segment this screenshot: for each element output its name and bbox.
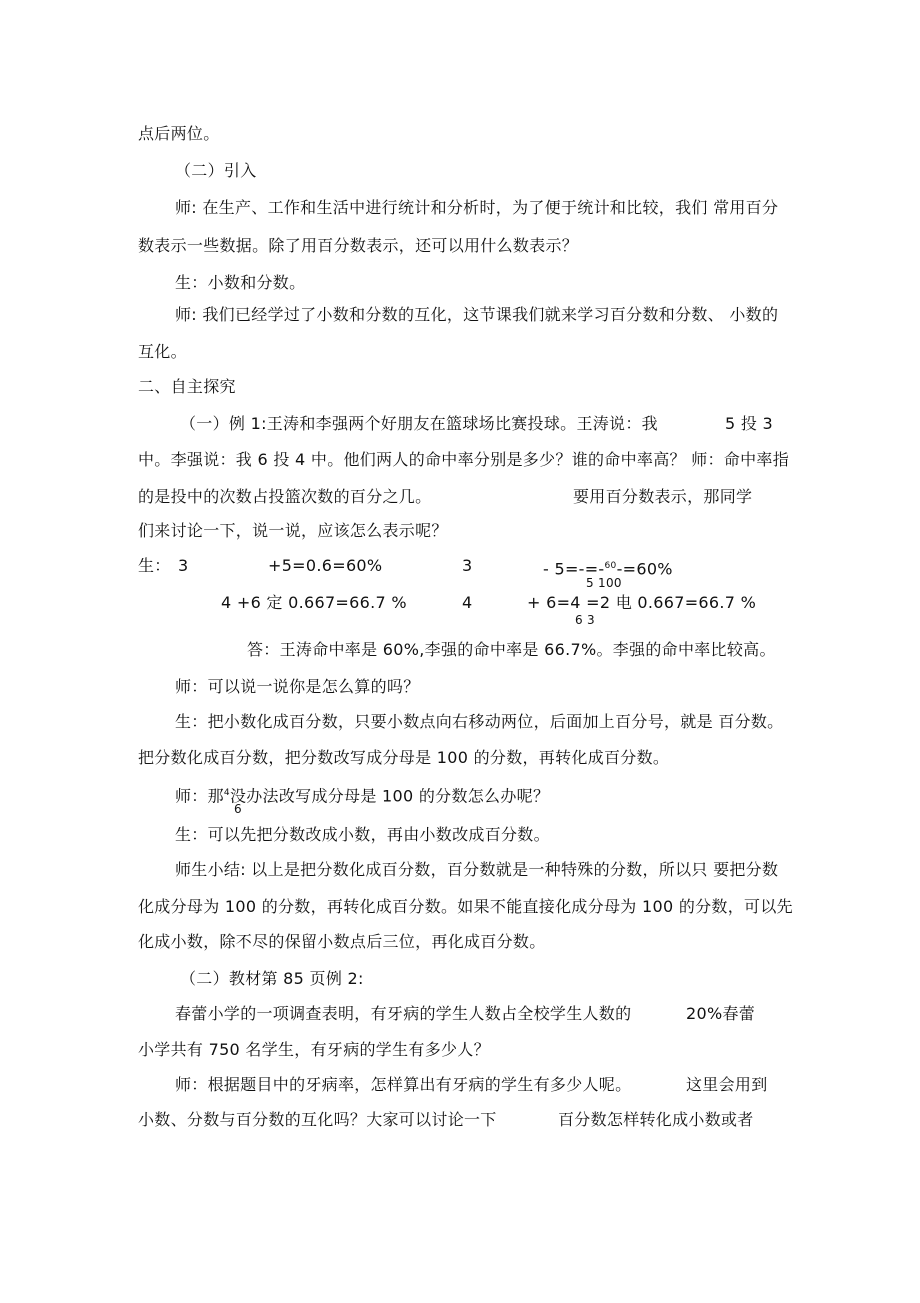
text-line: 生：小数和分数。 <box>175 273 306 292</box>
section-heading: 二、自主探究 <box>138 377 236 396</box>
formula-part: -=60% <box>616 559 673 579</box>
formula-denominator: 6 3 <box>575 613 595 627</box>
text-line: 师: 在生产、工作和生活中进行统计和分析时，为了便于统计和比较，我们 常用百分 <box>175 198 779 217</box>
formula-part: - 5=-=- <box>543 559 605 579</box>
formula-denominator: 5 100 <box>586 576 622 590</box>
text-part: 没办法改写成分母是 100 的分数怎么办呢？ <box>229 786 550 806</box>
fraction-numerator: 4 <box>223 788 230 798</box>
formula-term: 4 +6 定 0.667=66.7 % <box>221 593 407 612</box>
text-fragment: 5 投 3 <box>725 414 774 433</box>
text-line: 小数、分数与百分数的互化吗？大家可以讨论一下 <box>138 1110 497 1129</box>
text-line: （一）例 1:王涛和李强两个好朋友在篮球场比赛投球。王涛说：我 <box>180 414 658 433</box>
fraction-denominator: 6 <box>234 802 242 816</box>
text-line: 师生小结: 以上是把分数化成百分数，百分数就是一种特殊的分数，所以只 要把分数 <box>175 860 779 879</box>
text-line <box>175 783 549 806</box>
formula-label: 生： <box>138 556 171 575</box>
text-line: 数表示一些数据。除了用百分数表示，还可以用什么数表示？ <box>138 236 579 255</box>
formula-term: 4 <box>462 593 473 612</box>
text-line: 互化。 <box>138 342 187 361</box>
answer-line: 答：王涛命中率是 60%,李强的命中率是 66.7%。李强的命中率比较高。 <box>247 640 776 659</box>
text-fragment: 百分数怎样转化成小数或者 <box>558 1110 754 1129</box>
formula-superscript: 60 <box>604 561 617 571</box>
text-line: 的是投中的次数占投篮次数的百分之几。 <box>138 487 432 506</box>
text-line: 春蕾小学的一项调查表明，有牙病的学生人数占全校学生人数的 <box>175 1004 632 1023</box>
formula-term: + 6=4 =2 电 0.667=66.7 % <box>527 593 757 612</box>
text-line: 把分数化成百分数，把分数改写成分母是 100 的分数，再转化成百分数。 <box>138 748 670 767</box>
text-fragment: 这里会用到 <box>686 1075 768 1094</box>
text-line: 生：把小数化成百分数，只要小数点向右移动两位，后面加上百分号，就是 百分数。 <box>175 712 784 731</box>
formula-term: +5=0.6=60% <box>268 556 383 575</box>
text-line: 中。李强说：我 6 投 4 中。他们两人的命中率分别是多少？谁的命中率高？ 师：命中率指 <box>138 450 789 469</box>
section-heading: （二）教材第 85 页例 2: <box>180 969 364 988</box>
text-line: 生：可以先把分数改成小数，再由小数改成百分数。 <box>175 825 550 844</box>
text-fragment: 要用百分数表示，那同学 <box>573 487 753 506</box>
section-heading: （二）引入 <box>175 161 257 180</box>
text-line: 化成小数，除不尽的保留小数点后三位，再化成百分数。 <box>138 932 546 951</box>
text-line: 小学共有 750 名学生，有牙病的学生有多少人？ <box>138 1040 490 1059</box>
text-line: 师：可以说一说你是怎么算的吗？ <box>175 677 420 696</box>
text-line: 们来讨论一下，说一说，应该怎么表示呢？ <box>138 521 448 540</box>
formula-term: 3 <box>178 556 189 575</box>
text-line: 化成分母为 100 的分数，再转化成百分数。如果不能直接化成分母为 100 的分数，可以先 <box>138 897 793 916</box>
formula-term: 3 <box>462 556 473 575</box>
text-line: 点后两位。 <box>138 124 220 143</box>
text-line: 师：根据题目中的牙病率，怎样算出有牙病的学生有多少人呢。 <box>175 1075 632 1094</box>
text-fragment: 20%春蕾 <box>686 1004 756 1023</box>
text-part: 师：那 <box>175 786 224 806</box>
text-line: 师: 我们已经学过了小数和分数的互化，这节课我们就来学习百分数和分数、 小数的 <box>175 305 779 324</box>
